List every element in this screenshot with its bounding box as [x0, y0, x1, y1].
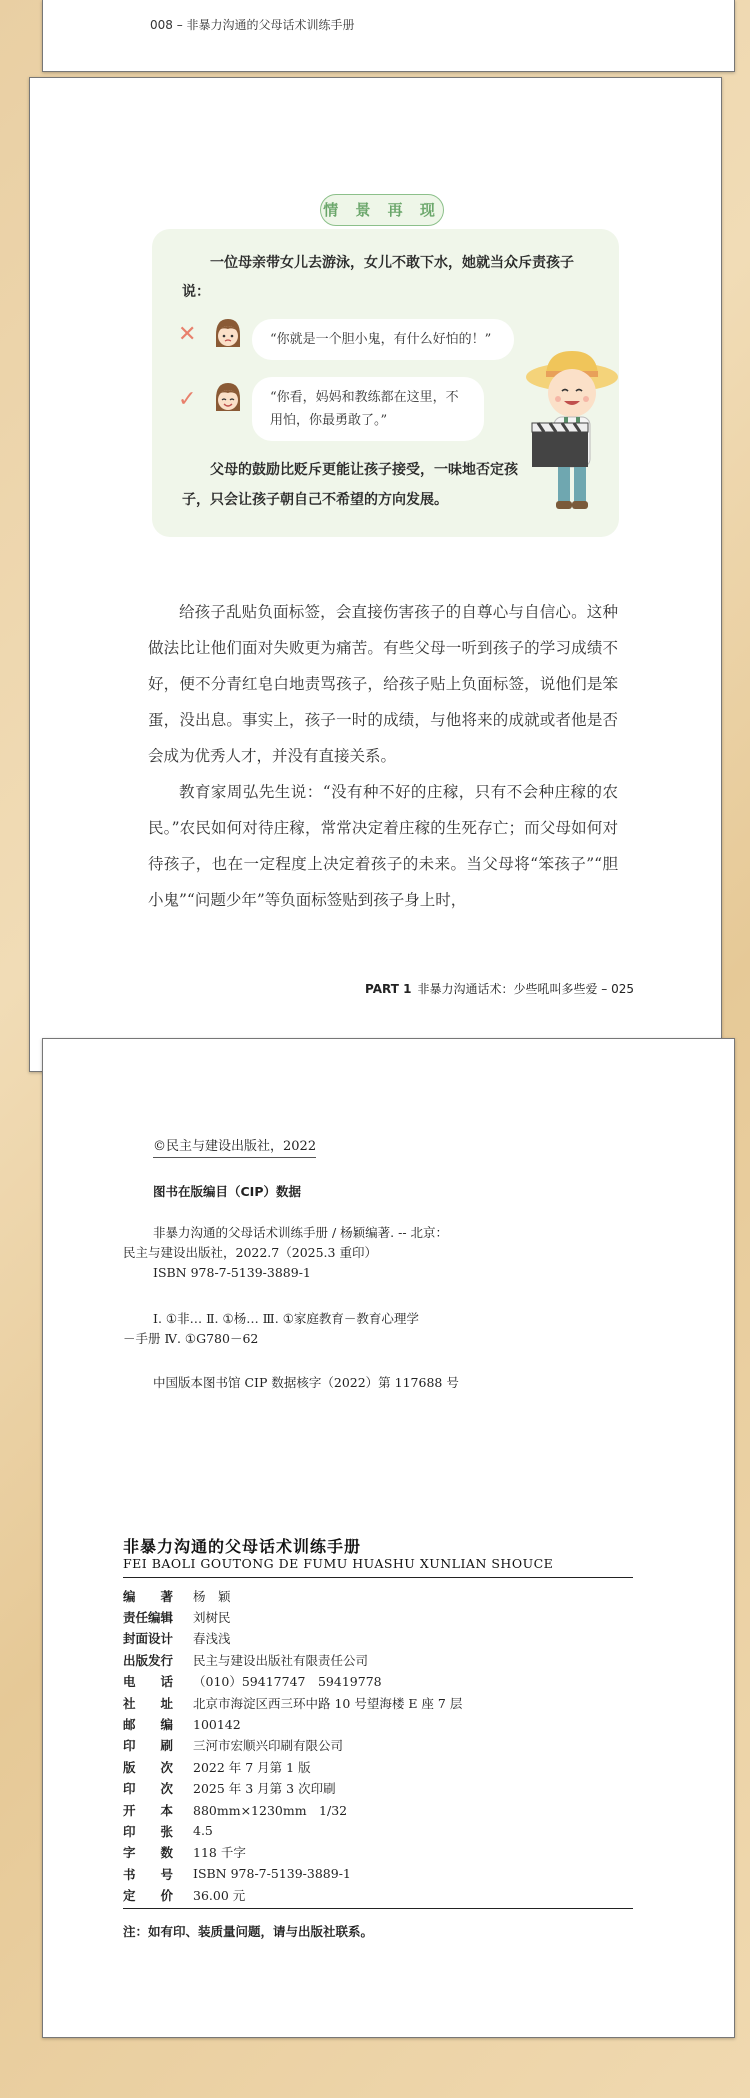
class-line: Ⅰ. ①非… Ⅱ. ①杨… Ⅲ. ①家庭教育－教育心理学	[153, 1311, 419, 1326]
info-value: 杨 颖	[193, 1588, 231, 1604]
info-value: 4.5	[193, 1823, 213, 1839]
info-value: 民主与建设出版社有限责任公司	[193, 1652, 369, 1668]
info-key: 印 刷	[123, 1738, 174, 1754]
previous-page	[42, 0, 735, 72]
info-key: 印 次	[123, 1781, 174, 1797]
info-key: 电 话	[123, 1674, 174, 1690]
running-footer	[365, 980, 634, 997]
info-key: 印 张	[123, 1823, 174, 1839]
info-value: 2025 年 3 月第 3 次印刷	[193, 1781, 336, 1797]
copyright-line: ©民主与建设出版社，2022	[153, 1135, 316, 1158]
footer-text: 非暴力沟通话术：少些吼叫多些爱 – 025	[417, 982, 634, 996]
info-row	[123, 1820, 462, 1841]
info-row	[123, 1778, 462, 1799]
scene-tag: 情 景 再 现	[320, 194, 444, 226]
info-key: 邮 编	[123, 1717, 174, 1733]
info-row	[123, 1606, 462, 1627]
book-title: 非暴力沟通的父母话术训练手册	[123, 1537, 362, 1556]
divider	[123, 1908, 633, 1909]
publication-info	[123, 1585, 462, 1906]
info-value: 36.00 元	[193, 1888, 246, 1904]
scene-intro: 一位母亲带女儿去游泳，女儿不敢下水，她就当众斥责孩子说：	[182, 255, 574, 300]
info-key: 社 址	[123, 1695, 174, 1711]
divider	[123, 1577, 633, 1578]
info-value: 100142	[193, 1716, 241, 1732]
info-key: 开 本	[123, 1802, 174, 1818]
classification	[123, 1309, 419, 1349]
child-with-clapboard-illustration	[524, 347, 620, 517]
info-row	[123, 1713, 462, 1734]
cip-line: 民主与建设出版社，2022.7（2025.3 重印）	[123, 1245, 377, 1260]
cip-record	[123, 1223, 448, 1283]
paragraph: 教育家周弘先生说：“没有种不好的庄稼，只有不会种庄稼的农民。”农民如何对待庄稼，常常决定着庄稼的生死存亡；而父母如何对待孩子，也在一定程度上决定着孩子的未来。当父母将“笨孩子”“胆小鬼”“问题少年”等负面标签贴到孩子身上时，	[148, 783, 618, 909]
running-head: 008 – 非暴力沟通的父母话术训练手册	[150, 18, 355, 32]
info-key: 定 价	[123, 1888, 174, 1904]
info-key: 出版发行	[123, 1652, 174, 1668]
info-key: 字 数	[123, 1845, 174, 1861]
copyright-page	[42, 1038, 735, 2038]
info-row	[123, 1585, 462, 1606]
cip-title: 图书在版编目（CIP）数据	[153, 1184, 301, 1199]
info-value: 刘树民	[193, 1610, 231, 1626]
mother-face-icon	[212, 317, 244, 355]
info-value: 三河市宏顺兴印刷有限公司	[193, 1738, 344, 1754]
body-text	[148, 594, 618, 918]
cip-line: 非暴力沟通的父母话术训练手册 / 杨颖编著. -- 北京：	[153, 1225, 449, 1240]
info-value: 春浅浅	[193, 1631, 231, 1647]
quality-note: 注：如有印、装质量问题，请与出版社联系。	[123, 1924, 374, 1939]
info-value: （010）59417747 59419778	[193, 1674, 382, 1690]
info-key: 责任编辑	[123, 1610, 174, 1626]
right-mark-icon: ✓	[178, 387, 197, 412]
class-line: －手册 Ⅳ. ①G780－62	[123, 1331, 259, 1346]
info-row	[123, 1671, 462, 1692]
cip-line: ISBN 978-7-5139-3889-1	[153, 1265, 311, 1280]
info-key: 版 次	[123, 1759, 174, 1775]
wrong-quote: “你就是一个胆小鬼，有什么好怕的！”	[252, 319, 514, 360]
book-pinyin: FEI BAOLI GOUTONG DE FUMU HUASHU XUNLIAN SHOUCE	[123, 1556, 554, 1571]
info-row	[123, 1756, 462, 1777]
right-quote: “你看，妈妈和教练都在这里，不用怕，你最勇敢了。”	[252, 377, 484, 441]
info-value: 2022 年 7 月第 1 版	[193, 1759, 311, 1775]
info-row	[123, 1735, 462, 1756]
info-value: 北京市海淀区西三环中路 10 号望海楼 E 座 7 层	[193, 1695, 463, 1711]
info-value: 880mm×1230mm 1/32	[193, 1802, 348, 1818]
scene-box	[152, 229, 619, 537]
info-row	[123, 1884, 462, 1905]
info-value: ISBN 978-7-5139-3889-1	[193, 1866, 351, 1882]
info-row	[123, 1863, 462, 1884]
mother-smile-face-icon	[212, 381, 244, 419]
content-page	[29, 77, 722, 1072]
info-row	[123, 1692, 462, 1713]
part-label: PART 1	[365, 982, 412, 996]
cip-number-line: 中国版本图书馆 CIP 数据核字（2022）第 117688 号	[153, 1375, 459, 1390]
cip-number	[123, 1373, 459, 1393]
info-key: 编 著	[123, 1588, 174, 1604]
wrong-mark-icon: ✕	[178, 322, 197, 347]
info-value: 118 千字	[193, 1845, 246, 1861]
paragraph: 给孩子乱贴负面标签，会直接伤害孩子的自尊心与自信心。这种做法比让他们面对失败更为痛苦。有些父母一听到孩子的学习成绩不好，便不分青红皂白地责骂孩子，给孩子贴上负面标签，说他们是笨蛋，没出息。事实上，孩子一时的成绩，与他将来的成就或者他是否会成为优秀人才，并没有直接关系。	[148, 603, 618, 765]
info-key: 书 号	[123, 1866, 174, 1882]
scene-outro: 父母的鼓励比贬斥更能让孩子接受，一味地否定孩子，只会让孩子朝自己不希望的方向发展。	[182, 462, 518, 508]
info-row	[123, 1842, 462, 1863]
info-row	[123, 1649, 462, 1670]
info-key: 封面设计	[123, 1631, 174, 1647]
info-row	[123, 1628, 462, 1649]
info-row	[123, 1799, 462, 1820]
